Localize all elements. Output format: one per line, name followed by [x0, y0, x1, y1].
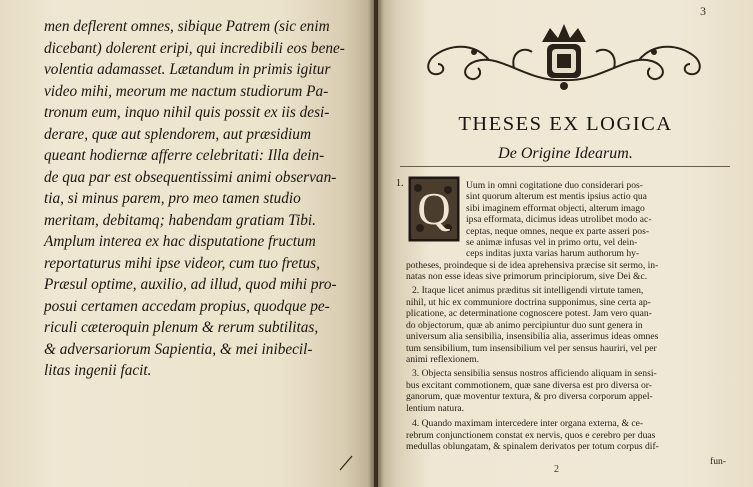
- text-line: Præsul optime, auxilio, ad illud, quod mihi pro-: [44, 276, 337, 293]
- text-line: tia, si minus parem, pro meo tamen studio: [44, 190, 301, 207]
- text-line: 4. Quando maximam intercedere inter organa externa, & ce-: [412, 418, 644, 429]
- text-line: dicebant) dolerent eripi, qui incredibili eos bene-: [44, 39, 345, 57]
- text-line: meritam, debitamq; habendam gratiam Tibi.: [44, 211, 316, 229]
- text-line: 3. Objecta sensibilia sensus nostros afficiendo aliquam in sensi-: [412, 368, 657, 379]
- text-line: ganorum, quæ moventur textura, & pro diversa corporum appel-: [406, 391, 653, 402]
- text-line: Uum in omni cogitatione duo considerari pos-: [466, 180, 643, 191]
- ornament-headpiece-icon: [414, 22, 714, 94]
- text-line: rebrum conjunctionem constat ex nervis, quos e cerebro per duas: [406, 430, 656, 441]
- text-line: universum alia sensibilia, insensibilia alia, asserimus ideas omnes: [406, 331, 659, 342]
- ink-mark-icon: [338, 454, 354, 472]
- text-line: 2. Itaque licet animus præditus sit intelligendi virtute tamen,: [412, 285, 644, 296]
- paragraph-number: 1.: [396, 178, 404, 189]
- text-line: ipsa efformata, dicimus ideas utrolibet modo ac-: [466, 214, 652, 225]
- left-page: [0, 0, 374, 487]
- text-line: do objectorum, quæ ab animo percipiuntur duo sunt genera in: [406, 320, 643, 331]
- text-line: & adversariorum Sapientia, & mei inibecil-: [44, 340, 313, 358]
- text-line: plicatione, ac determinatione cognoscere potest. Jam vero quan-: [406, 308, 652, 319]
- text-line: sint quorum alterum est mentis ipsius actio qua: [466, 191, 647, 202]
- page-subtitle: De Origine Idearum.: [498, 145, 633, 162]
- text-line: litas ingenii facit.: [44, 362, 152, 379]
- text-line: animi reflexionem.: [406, 354, 479, 365]
- page-title: THESES EX LOGICA: [458, 113, 673, 135]
- text-line: queant hodiernæ afferre celebritati: Illa dein-: [44, 147, 325, 164]
- text-line: sibi imaginem efformat objecti, alterum imago: [466, 203, 645, 214]
- text-line: ceptas, neque omnes, neque ex parte asseri pos-: [466, 226, 650, 237]
- text-line: nihil, ut hic ex communiore doctrina supponimus, sine certa ap-: [406, 297, 651, 308]
- divider: [400, 166, 730, 167]
- right-page: [378, 0, 753, 487]
- text-line: Amplum interea ex hac disputatione fructum: [44, 233, 316, 250]
- text-line: lentium natura.: [406, 403, 465, 414]
- initial-letter: Q: [417, 183, 451, 234]
- text-line: men deflerent omnes, sibique Patrem (sic enim: [44, 18, 330, 35]
- catchword: fun-: [710, 456, 726, 467]
- text-line: riculi cæteroquin plenum & rerum subtilitas,: [44, 319, 319, 336]
- text-line: tronum eum, inquo nihil quis possit ex iis desi-: [44, 104, 330, 121]
- text-line: natas non esse ideas sive primorum principiorum, sive Dei &c.: [406, 271, 648, 282]
- decorated-initial-icon: [408, 176, 460, 242]
- page-number: 3: [700, 4, 706, 18]
- text-line: potheses, proindeque si de idea aprehensiva præcise sit sermo, in-: [406, 260, 659, 271]
- signature-mark: 2: [554, 464, 559, 475]
- text-line: de qua par est obsequentissimi animi observan-: [44, 168, 337, 186]
- text-line: ceps inditas juxta varias harum authorum hy-: [466, 248, 640, 259]
- book-gutter: [368, 0, 384, 487]
- text-line: video mihi, meorum me nactum studiorum Pa-: [44, 82, 329, 100]
- text-line: medullas oblungatam, & spinalem derivatos per totum corpus dif-: [406, 441, 659, 452]
- text-line: tum sensibilium, tum insensibilium vel per sensus hauriri, vel per: [406, 343, 657, 354]
- text-line: derare, quæ aut splendorem, aut præsidium: [44, 125, 311, 143]
- text-line: reportaturus mihi ipse videor, cum tuo fretus,: [44, 254, 320, 272]
- text-line: posui certamen accedam propius, quodque pe-: [44, 297, 330, 315]
- text-line: volentia adamasset. Lætandum in primis igitur: [44, 61, 331, 78]
- text-line: bus excitant commotionem, quæ sane diversa est pro diversa or-: [406, 380, 652, 391]
- text-line: se animæ infusas vel in primo ortu, vel dein-: [466, 237, 638, 248]
- left-page-text: [44, 16, 354, 382]
